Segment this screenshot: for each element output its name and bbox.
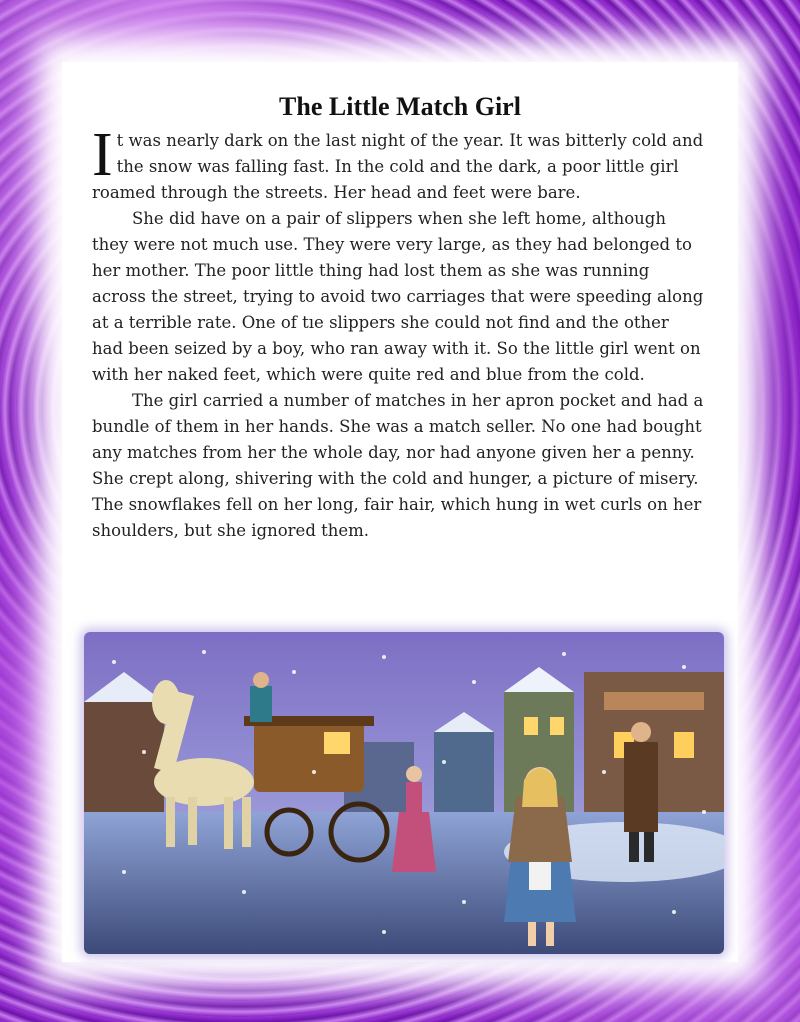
story-text <box>92 121 704 544</box>
page-title: The Little Match Girl <box>279 92 521 121</box>
dropcap-letter: I <box>92 121 113 189</box>
paragraph-1-text: t was nearly dark on the last night of the year. It was bitterly cold and the snow was falling fast. In the cold and the dark, a poor little girl roamed through the streets. Her head and feet were bare. <box>92 131 704 202</box>
street-scene-image <box>84 632 724 954</box>
paragraph-2: She did have on a pair of slippers when she left home, although they were not much use. They were very large, as they had belonged to her mother. The poor little thing had lost them as she was running across the street, trying to avoid two carriages that were speeding along at a terrible rate. One of tıe slippers she could not find and the other had been seized by a boy, who ran away with it. So the little girl went on with her naked feet, which were quite red and blue from the cold. <box>92 209 704 384</box>
paragraph-3: The girl carried a number of matches in her apron pocket and had a bundle of them in her hands. She was a match seller. No one had bought any matches from her the whole day, nor had anyone given her a penny. She crept along, shivering with the cold and hunger, a picture of misery. The snowflakes fell on her long, fair hair, which hung in wet curls on her shoulders, but she ignored them. <box>92 391 704 540</box>
story-page <box>62 62 738 962</box>
paragraph-1 <box>92 121 704 206</box>
story-illustration <box>84 632 724 954</box>
